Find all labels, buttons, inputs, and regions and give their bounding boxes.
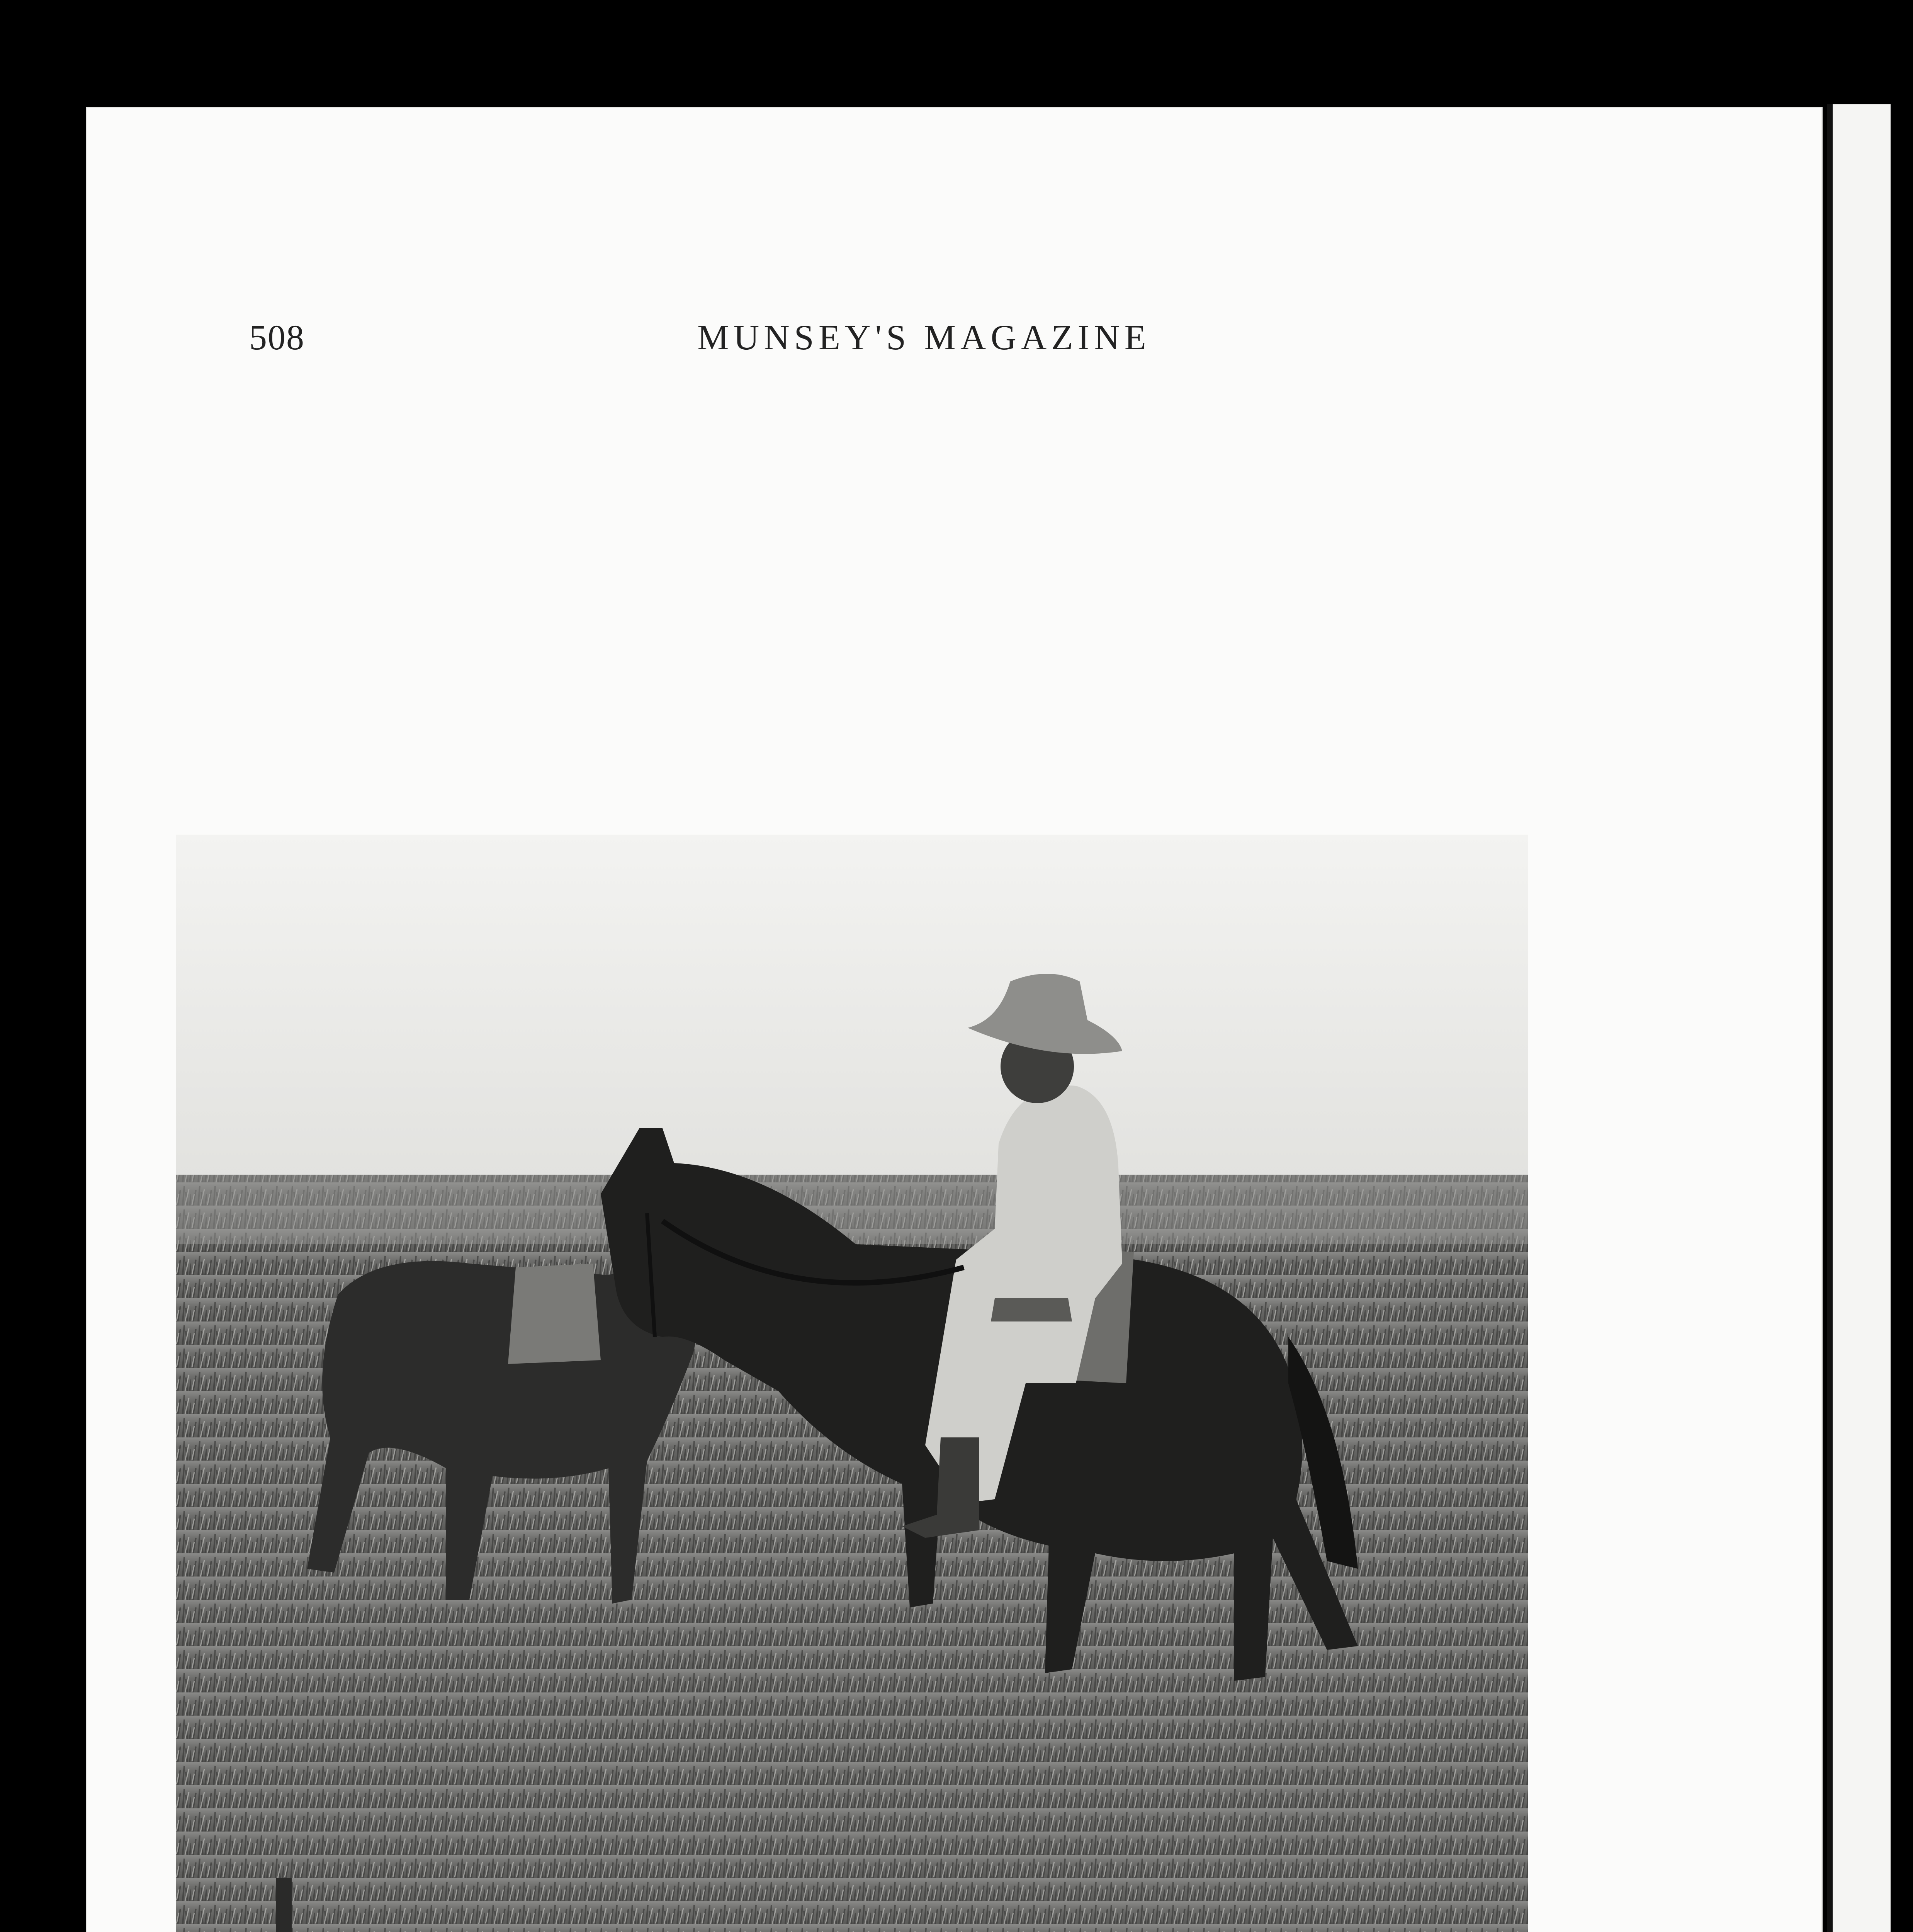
running-header: [87, 317, 1821, 363]
photograph-horseback-rider-icon: [176, 835, 1528, 1932]
next-page-edge: [1827, 104, 1891, 1932]
photograph: [176, 835, 1528, 1932]
magazine-title: MUNSEY'S MAGAZINE: [697, 318, 1151, 357]
page-number: 508: [249, 318, 305, 357]
